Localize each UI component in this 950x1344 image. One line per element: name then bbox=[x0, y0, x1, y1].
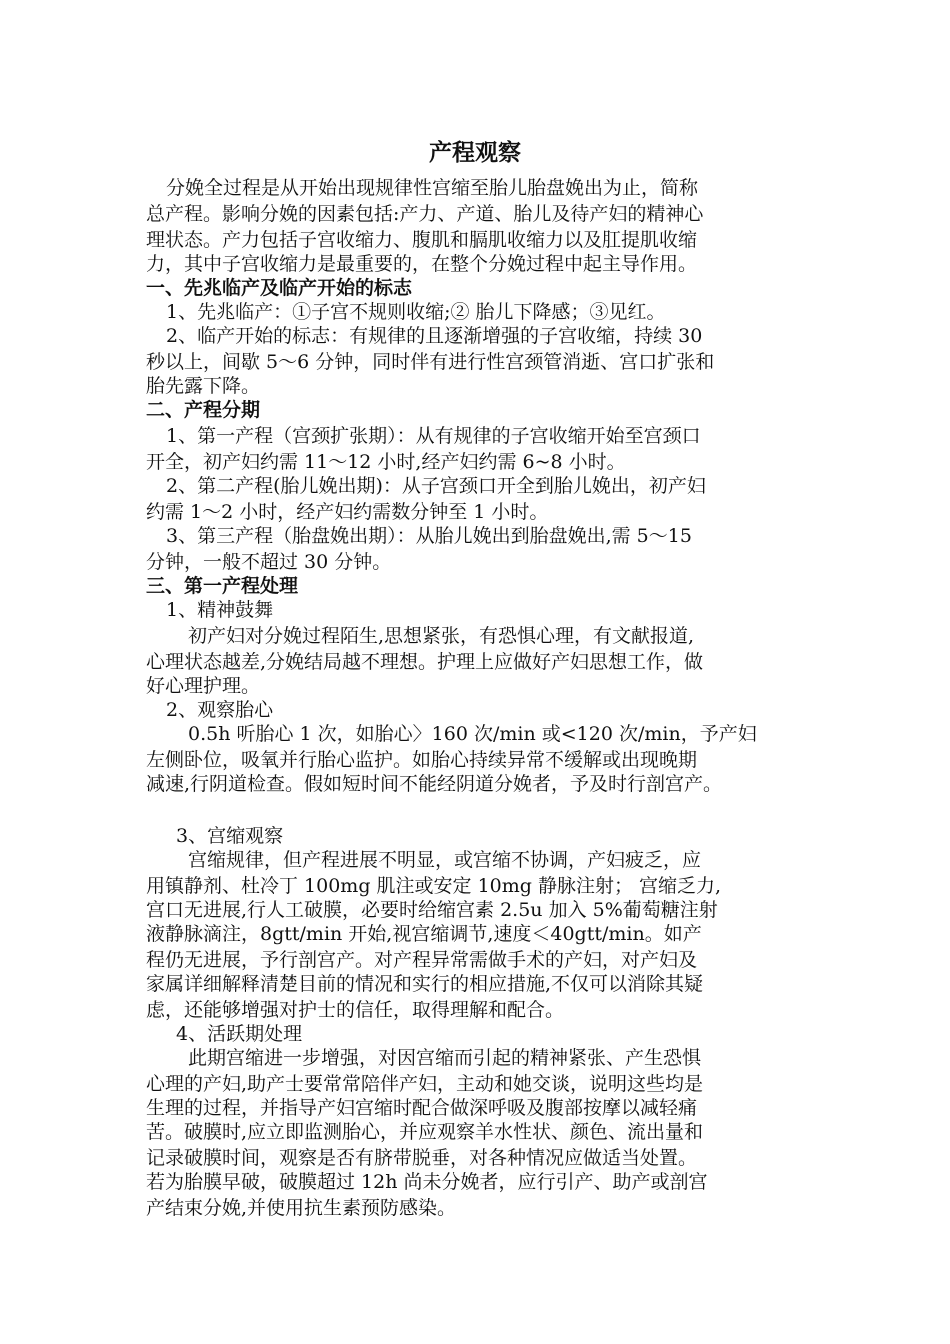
paragraph-line: 此期宫缩进一步增强，对因宫缩而引起的精神紧张、产生恐惧 bbox=[188, 1047, 702, 1069]
paragraph-line: 分钟，一般不超过 30 分钟。 bbox=[146, 551, 392, 573]
paragraph-line: 生理的过程，并指导产妇宫缩时配合做深呼吸及腹部按摩以减轻痛 bbox=[146, 1097, 698, 1119]
paragraph-line: 记录破膜时间，观察是否有脐带脱垂，对各种情况应做适当处置。 bbox=[146, 1147, 698, 1169]
paragraph-line: 约需 1～2 小时，经产妇约需数分钟至 1 小时。 bbox=[146, 501, 549, 523]
paragraph-line: 产结束分娩,并使用抗生素预防感染。 bbox=[146, 1197, 457, 1219]
subheading: 1、精神鼓舞 bbox=[166, 599, 274, 621]
paragraph-line: 2、临产开始的标志：有规律的且逐渐增强的子宫收缩，持续 30 bbox=[166, 325, 703, 347]
paragraph-line: 若为胎膜早破，破膜超过 12h 尚未分娩者，应行引产、助产或剖宫 bbox=[146, 1171, 708, 1193]
paragraph-line: 液静脉滴注，8gtt/min 开始,视宫缩调节,速度＜40gtt/min。如产 bbox=[146, 923, 702, 945]
paragraph-line: 心理的产妇,助产士要常常陪伴产妇，主动和她交谈，说明这些均是 bbox=[146, 1073, 704, 1095]
intro-line-4: 力，其中子宫收缩力是最重要的，在整个分娩过程中起主导作用。 bbox=[146, 253, 698, 275]
intro-line-2: 总产程。影响分娩的因素包括:产力、产道、胎儿及待产妇的精神心 bbox=[146, 203, 704, 225]
intro-line-1: 分娩全过程是从开始出现规律性宫缩至胎儿胎盘娩出为止，简称 bbox=[166, 177, 699, 199]
page-title: 产程观察 bbox=[429, 140, 521, 166]
paragraph-line: 家属详细解释清楚目前的情况和实行的相应措施,不仅可以消除其疑 bbox=[146, 973, 704, 995]
paragraph-line: 0.5h 听胎心 1 次，如胎心〉160 次/min 或<120 次/min，予产妇 bbox=[188, 723, 757, 745]
paragraph-line: 初产妇对分娩过程陌生,思想紧张，有恐惧心理，有文献报道, bbox=[188, 625, 695, 647]
paragraph-line: 1、第一产程（宫颈扩张期）：从有规律的子宫收缩开始至宫颈口 bbox=[166, 425, 701, 447]
subheading: 3、宫缩观察 bbox=[176, 825, 284, 847]
paragraph-line: 苦。破膜时,应立即监测胎心，并应观察羊水性状、颜色、流出量和 bbox=[146, 1121, 704, 1143]
subheading: 4、活跃期处理 bbox=[176, 1023, 303, 1045]
paragraph-line: 用镇静剂、杜冷丁 100mg 肌注或安定 10mg 静脉注射； 宫缩乏力, bbox=[146, 875, 722, 897]
paragraph-line: 心理状态越差,分娩结局越不理想。护理上应做好产妇思想工作，做 bbox=[146, 651, 704, 673]
section-heading-2: 二、产程分期 bbox=[146, 399, 261, 421]
section-heading-1: 一、先兆临产及临产开始的标志 bbox=[146, 277, 413, 299]
paragraph-line: 3、第三产程（胎盘娩出期）：从胎儿娩出到胎盘娩出,需 5～15 bbox=[166, 525, 692, 547]
section-heading-3: 三、第一产程处理 bbox=[146, 575, 299, 597]
paragraph-line: 减速,行阴道检查。假如短时间不能经阴道分娩者，予及时行剖宫产。 bbox=[146, 773, 723, 795]
paragraph-line: 秒以上，间歇 5～6 分钟，同时伴有进行性宫颈管消逝、宫口扩张和 bbox=[146, 351, 715, 373]
paragraph-line: 程仍无进展，予行剖宫产。对产程异常需做手术的产妇，对产妇及 bbox=[146, 949, 698, 971]
paragraph-line: 好心理护理。 bbox=[146, 675, 261, 697]
paragraph-line: 虑，还能够增强对护士的信任，取得理解和配合。 bbox=[146, 999, 565, 1021]
subheading: 2、观察胎心 bbox=[166, 699, 274, 721]
intro-line-3: 理状态。产力包括子宫收缩力、腹肌和膈肌收缩力以及肛提肌收缩 bbox=[146, 229, 698, 251]
paragraph-line: 开全，初产妇约需 11～12 小时,经产妇约需 6~8 小时。 bbox=[146, 451, 626, 473]
paragraph-line: 胎先露下降。 bbox=[146, 375, 261, 397]
paragraph-line: 宫口无进展,行人工破膜，必要时给缩宫素 2.5u 加入 5%葡萄糖注射 bbox=[146, 899, 718, 921]
paragraph-line: 宫缩规律，但产程进展不明显，或宫缩不协调，产妇疲乏，应 bbox=[188, 849, 702, 871]
paragraph-line: 1、先兆临产：①子宫不规则收缩;② 胎儿下降感；③见红。 bbox=[166, 301, 666, 323]
paragraph-line: 左侧卧位，吸氧并行胎心监护。如胎心持续异常不缓解或出现晚期 bbox=[146, 749, 698, 771]
paragraph-line: 2、第二产程(胎儿娩出期)：从子宫颈口开全到胎儿娩出，初产妇 bbox=[166, 475, 706, 497]
